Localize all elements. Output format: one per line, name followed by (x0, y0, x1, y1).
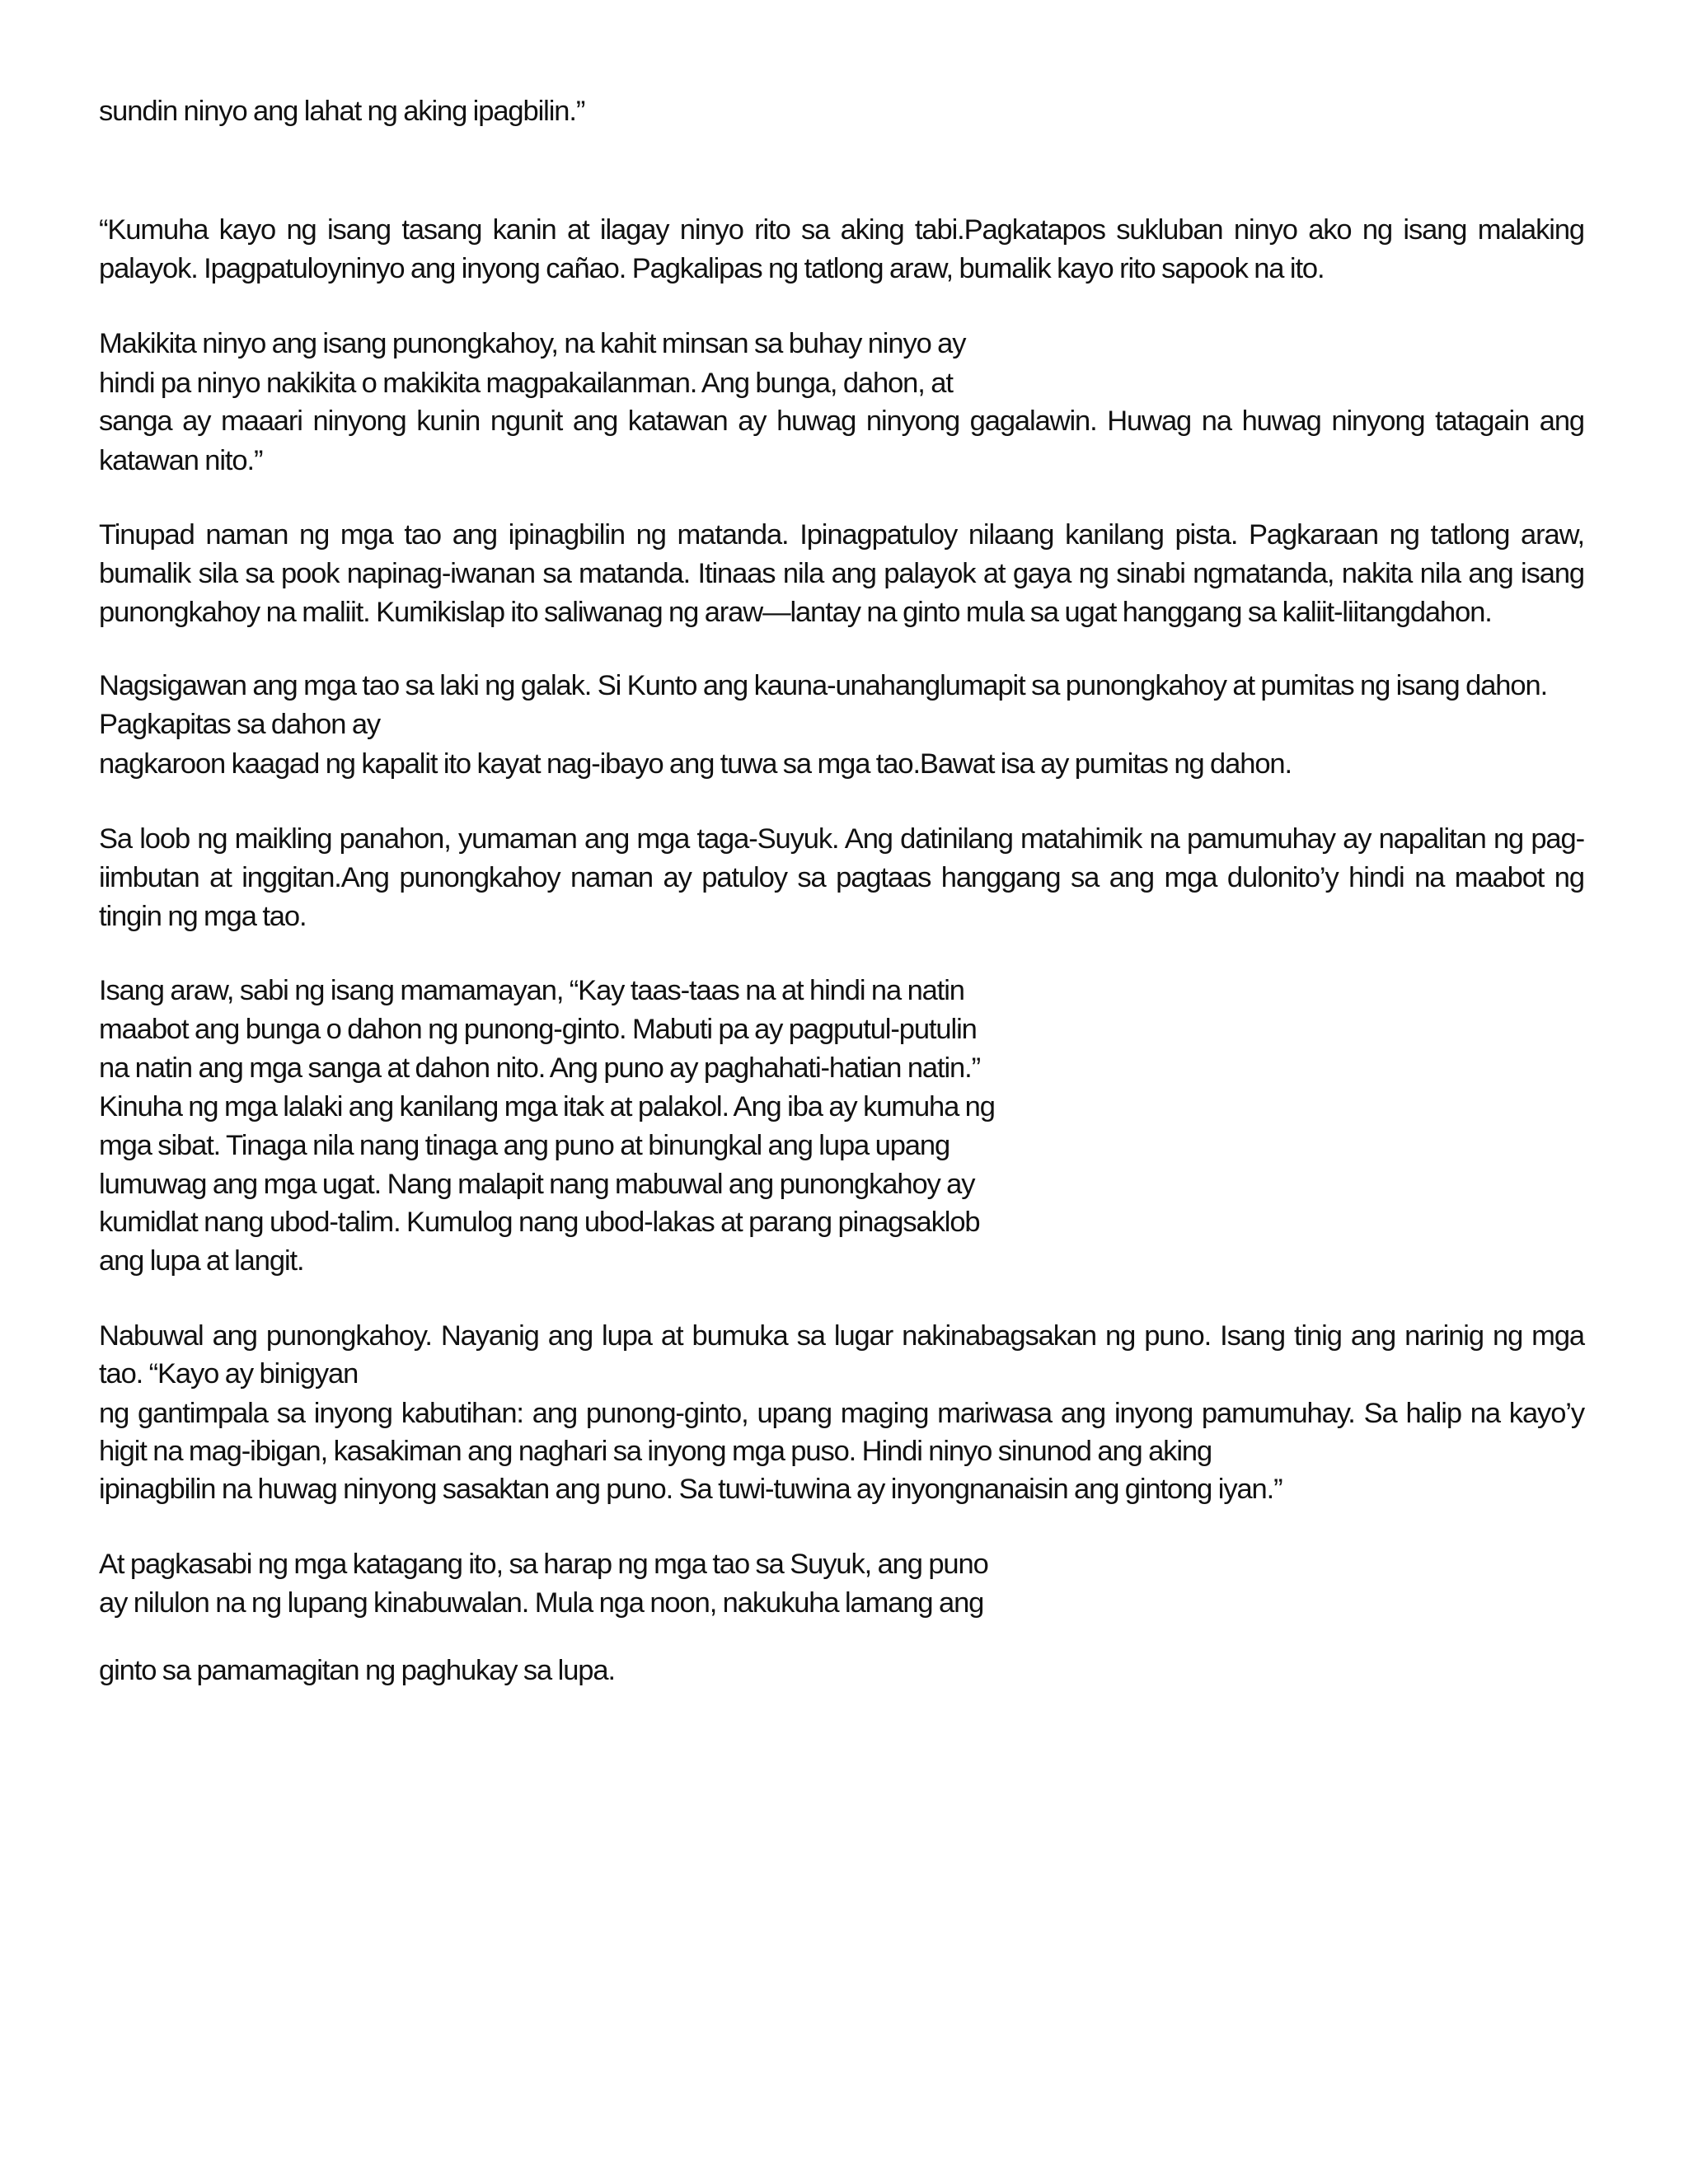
text-line: na natin ang mga sanga at dahon nito. Ang puno ay paghahati-hatian natin.” (99, 1052, 981, 1084)
text-line: ay nilulon na ng lupang kinabuwalan. Mula nga noon, nakukuha lamang ang (99, 1587, 984, 1619)
text-line: Nabuwal ang punongkahoy. Nayanig ang lupa at bumuka sa lugar nakinabagsakan ng puno. Isang tinig ang narinig ng mga (99, 1320, 1584, 1352)
text-line: hindi pa ninyo nakikita o makikita magpakailanman. Ang bunga, dahon, at (99, 368, 953, 399)
text-line: tingin ng mga tao. (99, 901, 307, 932)
text-line: Kinuha ng mga lalaki ang kanilang mga itak at palakol. Ang iba ay kumuha ng (99, 1091, 995, 1122)
text-line: Nagsigawan ang mga tao sa laki ng galak. Si Kunto ang kauna-unahanglumapit sa punongkahoy at pumitas ng isang dahon. (99, 670, 1548, 701)
text-line: palayok. Ipagpatuloyninyo ang inyong cañao. Pagkalipas ng tatlong araw, bumalik kayo rito sapook na ito. (99, 253, 1325, 284)
text-line: iimbutan at inggitan.Ang punongkahoy naman ay patuloy sa pagtaas hanggang sa ang mga dulonito’y hindi na maabot ng (99, 862, 1584, 893)
text-line: higit na mag-ibigan, kasakiman ang naghari sa inyong mga puso. Hindi ninyo sinunod ang aking (99, 1436, 1212, 1467)
text-line: nagkaroon kaagad ng kapalit ito kayat nag-ibayo ang tuwa sa mga tao.Bawat isa ay pumitas ng dahon. (99, 748, 1292, 780)
text-line: Sa loob ng maikling panahon, yumaman ang mga taga-Suyuk. Ang datinilang matahimik na pamumuhay ay napalitan ng pag- (99, 823, 1584, 855)
text-line: sanga ay maaari ninyong kunin ngunit ang katawan ay huwag ninyong gagalawin. Huwag na huwag ninyong tatagain ang (99, 405, 1584, 437)
text-line: Isang araw, sabi ng isang mamamayan, “Kay taas-taas na at hindi na natin (99, 975, 964, 1006)
text-line: tao. “Kayo ay binigyan (99, 1358, 359, 1390)
text-line: ang lupa at langit. (99, 1245, 304, 1277)
text-line: katawan nito.” (99, 445, 263, 476)
text-line: ginto sa pamamagitan ng paghukay sa lupa. (99, 1655, 615, 1686)
text-line: maabot ang bunga o dahon ng punong-ginto. Mabuti pa ay pagputul-putulin (99, 1014, 977, 1045)
text-line: sundin ninyo ang lahat ng aking ipagbilin.” (99, 96, 585, 127)
text-line: Makikita ninyo ang isang punongkahoy, na kahit minsan sa buhay ninyo ay (99, 328, 966, 359)
text-line: ng gantimpala sa inyong kabutihan: ang punong-ginto, upang maging mariwasa ang inyong pamumuhay. Sa halip na kayo’y (99, 1398, 1584, 1429)
text-line: punongkahoy na maliit. Kumikislap ito saliwanag ng araw—lantay na ginto mula sa ugat hanggang sa kaliit-liitangdahon. (99, 597, 1492, 628)
text-line: lumuwag ang mga ugat. Nang malapit nang mabuwal ang punongkahoy ay (99, 1169, 975, 1200)
text-line: At pagkasabi ng mga katagang ito, sa harap ng mga tao sa Suyuk, ang puno (99, 1549, 988, 1580)
text-line: kumidlat nang ubod-talim. Kumulog nang ubod-lakas at parang pinagsaklob (99, 1207, 980, 1238)
text-line: ipinagbilin na huwag ninyong sasaktan ang puno. Sa tuwi-tuwina ay inyongnanaisin ang gintong iyan.” (99, 1474, 1282, 1505)
text-line: Tinupad naman ng mga tao ang ipinagbilin ng matanda. Ipinagpatuloy nilaang kanilang pista. Pagkaraan ng tatlong araw, (99, 519, 1584, 551)
text-line: Pagkapitas sa dahon ay (99, 709, 381, 740)
text-line: bumalik sila sa pook napinag-iwanan sa matanda. Itinaas nila ang palayok at gaya ng sinabi ngmatanda, nakita nila ang isang (99, 558, 1584, 589)
text-line: “Kumuha kayo ng isang tasang kanin at ilagay ninyo rito sa aking tabi.Pagkatapos sukluban ninyo ako ng isang malaking (99, 214, 1584, 246)
text-line: mga sibat. Tinaga nila nang tinaga ang puno at binungkal ang lupa upang (99, 1130, 950, 1161)
